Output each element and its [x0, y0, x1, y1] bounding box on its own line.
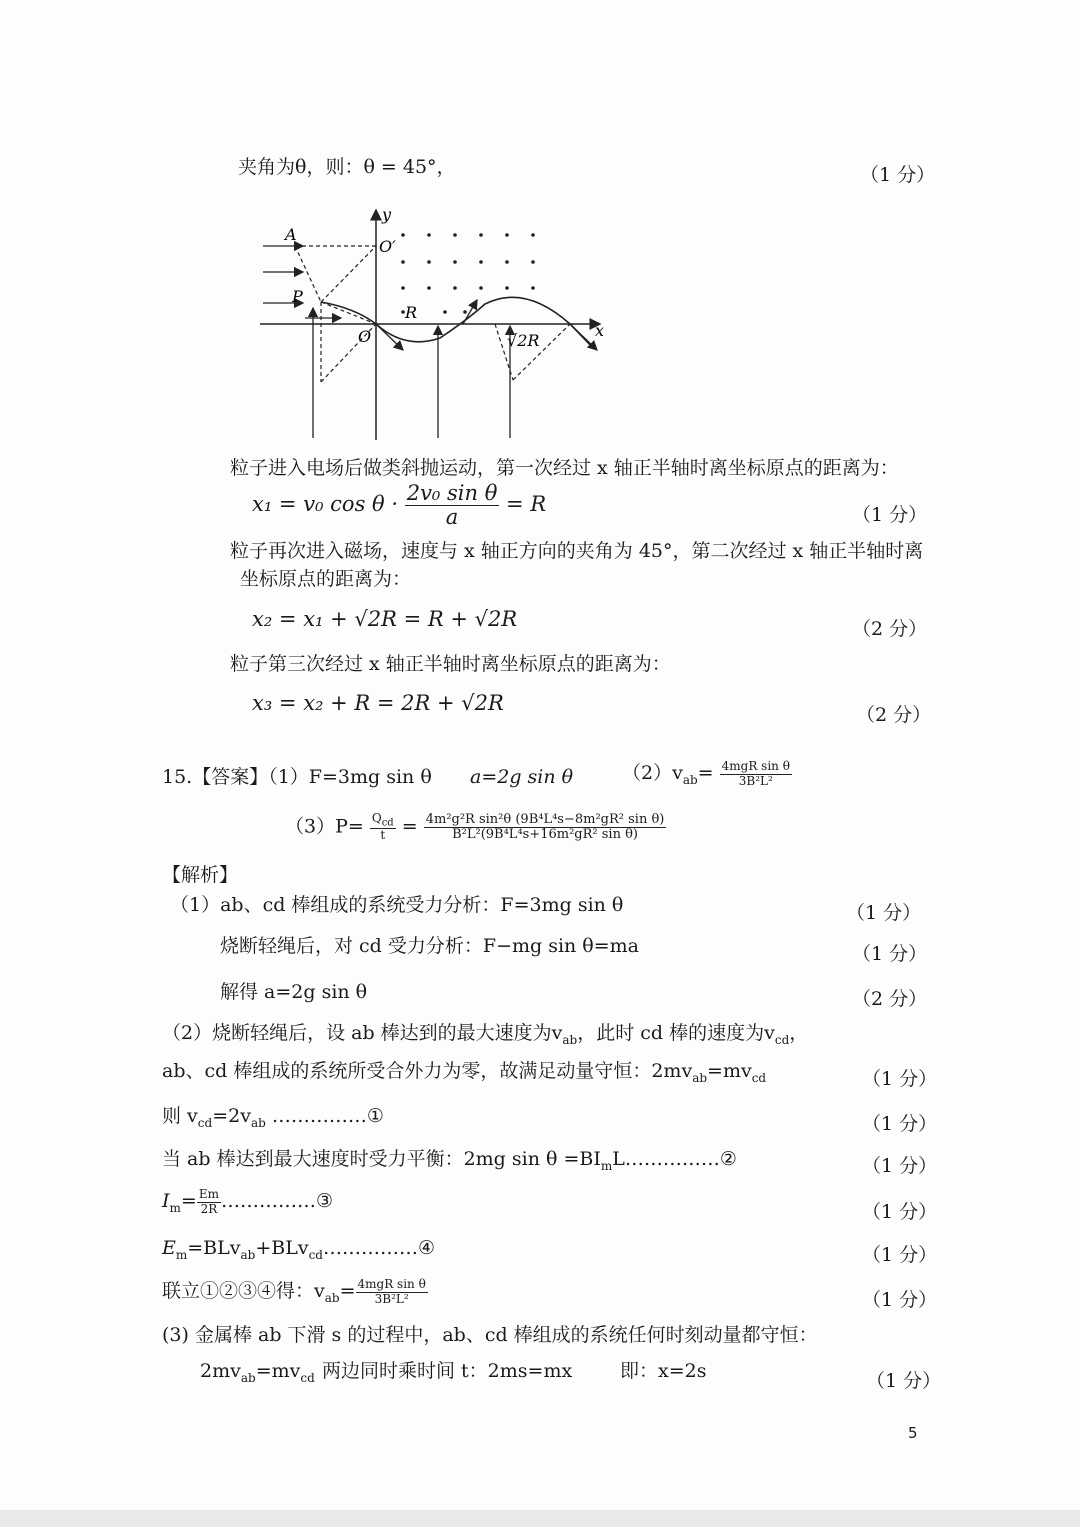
page-number: 5	[908, 1424, 918, 1442]
analysis-line-5: ab、cd 棒组成的系统所受合外力为零，故满足动量守恒：$2mv_{ab}=mv_{cd}$	[162, 1060, 767, 1085]
equation-3: x₃ = x₂ + R = 2R + √2R	[252, 691, 504, 715]
points-label: （2 分）	[852, 618, 928, 640]
label-P: P	[292, 287, 303, 306]
analysis-line-11: (3) 金属棒 ab 下滑 s 的过程中，ab、cd 棒组成的系统任何时刻动量都守恒：	[162, 1324, 818, 1346]
points-label: （1 分）	[862, 1068, 938, 1090]
analysis-line-10: 联立①②③④得：$v_{ab}=$ $\frac{\text{4mgR sin θ}}{\text{3B²L²}}$	[162, 1277, 426, 1306]
magnetic-field-dots	[401, 233, 535, 314]
points-label: （1 分）	[862, 1289, 938, 1311]
angle-result-line: 夹角为θ，则：θ = 45°，	[238, 156, 456, 178]
analysis-line-3: 解得 a=2g sin θ	[220, 981, 368, 1003]
points-label: （1 分）	[852, 943, 928, 965]
label-R: R	[405, 303, 418, 322]
x-label: x	[595, 321, 605, 340]
analysis-line-2: 烧断轻绳后，对 cd 受力分析：F−mg sin θ=ma	[220, 935, 640, 957]
points-label: （1 分）	[862, 1155, 938, 1177]
analysis-line-1: （1）ab、cd 棒组成的系统受力分析：F=3mg sin θ	[170, 894, 624, 916]
analysis-title: 【解析】	[162, 864, 239, 886]
q15-answer-part3: （3）P= $\frac{Q_{cd}}{t}$ = $\frac{\text{4m²g²R sin²θ (9B⁴L⁴s−8m²gR² sin θ)}}{\text{B²L²(9B⁴L⁴s+16m²gR² sin θ)}}$	[285, 811, 665, 843]
equation-2: x₂ = x₁ + √2R = R + √2R	[252, 607, 518, 631]
y-label: y	[382, 205, 392, 224]
analysis-line-12: $2mv_{ab}=mv_{cd}$	[200, 1360, 315, 1385]
q15-answer-part1: 15.【答案】（1）F=3mg sin θ	[162, 766, 432, 788]
q15-answer-a: a=2g sin θ	[470, 766, 574, 788]
analysis-line-9: $E_m=BLv_{ab}+BLv_{cd}\dots\dots\dots\dots\dots ④$	[162, 1237, 436, 1262]
label-sqrt2R: √2R	[507, 331, 540, 350]
points-label: （1 分）	[862, 1201, 938, 1223]
points-label: （1 分）	[866, 1370, 942, 1392]
q15-answer-part2: $(2)v_{ab}=$ $\frac{\text{4mgR sin θ}}{\text{3B²L²}}$	[622, 759, 790, 788]
analysis-line-6: 则 $v_{cd}=2v_{ab}$ ……………①	[162, 1105, 384, 1130]
points-label: （1 分）	[862, 1244, 938, 1266]
analysis-line-7: 当 ab 棒达到最大速度时受力平衡：2mg $\sin \theta =BI_mL\dots\dots\dots\dots\dots ②$	[162, 1148, 737, 1173]
page-bottom-edge	[0, 1510, 1080, 1527]
points-label: （2 分）	[856, 704, 932, 726]
label-O-prime: O′	[379, 237, 396, 256]
analysis-line-4: （2）烧断轻绳后，设 ab 棒达到的最大速度为$v_{ab}$，此时 cd 棒的速度为$v_{cd}$，	[162, 1022, 809, 1047]
motion-diagram	[255, 200, 625, 450]
points-label: （2 分）	[852, 988, 928, 1010]
analysis-line-8: $I_m=$ $\frac{Em}{2R}$ ……………③	[162, 1187, 334, 1216]
equation-1: x₁ = v₀ cos θ · $\frac{\text{2v₀ sin θ}}{a}$ = R	[252, 481, 547, 530]
paragraph-2b: 坐标原点的距离为：	[240, 568, 412, 590]
analysis-line-12-mid: 两边同时乘时间 t：2ms=mx	[322, 1360, 573, 1382]
paragraph-1: 粒子进入电场后做类斜抛运动，第一次经过 x 轴正半轴时离坐标原点的距离为：	[230, 457, 899, 479]
analysis-line-12-end: 即：x=2s	[620, 1360, 707, 1382]
points-label: （1 分）	[862, 1113, 938, 1135]
paragraph-3: 粒子第三次经过 x 轴正半轴时离坐标原点的距离为：	[230, 653, 671, 675]
points-label: （1 分）	[846, 902, 922, 924]
label-O: O	[358, 327, 372, 346]
points-label: （1 分）	[860, 164, 936, 186]
label-A: A	[285, 225, 297, 244]
paragraph-2a: 粒子再次进入磁场，速度与 x 轴正方向的夹角为 45°，第二次经过 x 轴正半轴时离	[230, 540, 924, 562]
points-label: （1 分）	[852, 504, 928, 526]
